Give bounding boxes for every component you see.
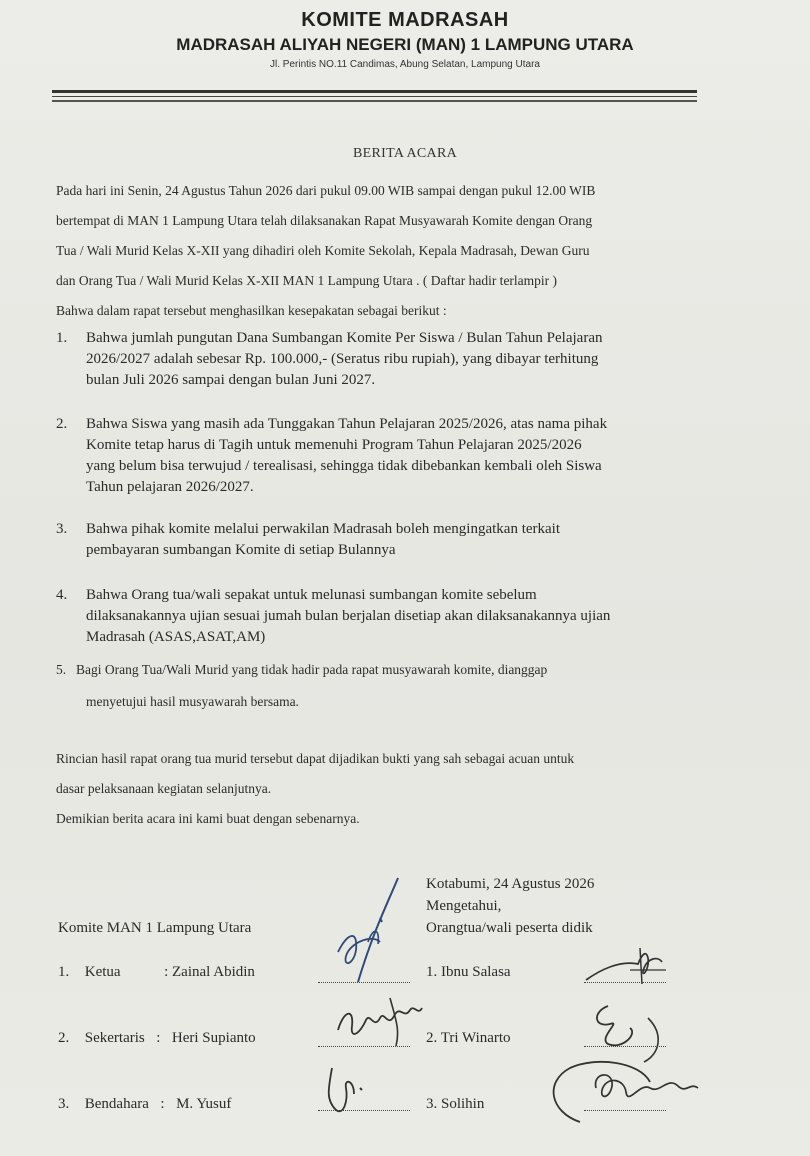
signer-number: 1. <box>58 964 70 980</box>
parent-number: 2. <box>426 1030 438 1046</box>
list-item-line: Bagi Orang Tua/Wali Murid yang tidak hadir pada rapat musyawarah komite, dianggap <box>76 662 548 677</box>
parent-name: Ibnu Salasa <box>441 964 511 980</box>
list-item-line: 2026/2027 adalah sebesar Rp. 100.000,- (Seratus ribu rupiah), yang dibayar terhitung <box>86 351 599 367</box>
parent-number: 3. <box>426 1096 438 1112</box>
list-item-text <box>86 519 701 561</box>
parent-row <box>426 1030 511 1047</box>
signer-name: M. Yusuf <box>176 1096 232 1112</box>
signature-parent-1 <box>580 940 670 990</box>
list-item-line: dilaksanakannya ujian sesuai jumah bulan berjalan disetiap akan dilaksanakannya ujian <box>86 608 611 624</box>
signature-sekertaris <box>330 990 430 1050</box>
list-item-number: 3. <box>56 521 68 537</box>
letterhead-school: MADRASAH ALIYAH NEGERI (MAN) 1 LAMPUNG UTARA <box>176 35 634 54</box>
list-item-number: 1. <box>56 330 68 346</box>
list-item-line: menyetujui hasil musyawarah bersama. <box>86 694 299 709</box>
signer-sep: : <box>164 964 169 980</box>
signer-number: 2. <box>58 1030 70 1046</box>
closing-line: dasar pelaksanaan kegiatan selanjutnya. <box>56 781 272 796</box>
letterhead-address: Jl. Perintis NO.11 Candimas, Abung Selatan, Lampung Utara <box>270 59 540 70</box>
intro-line: Tua / Wali Murid Kelas X-XII yang dihadiri oleh Komite Sekolah, Kepala Madrasah, Dewan Guru <box>56 243 590 258</box>
signer-row-bendahara <box>58 1096 231 1113</box>
list-item-line: Tahun pelajaran 2026/2027. <box>86 479 254 495</box>
signer-sep: : <box>156 1030 161 1046</box>
list-item-line: pembayaran sumbangan Komite di setiap Bulannya <box>86 542 396 558</box>
document-title: BERITA ACARA <box>353 146 457 161</box>
committee-heading: Komite MAN 1 Lampung Utara <box>58 920 252 936</box>
parents-heading: Orangtua/wali peserta didik <box>426 920 593 936</box>
intro-paragraph <box>56 176 716 326</box>
letterhead-rule-thin <box>52 96 697 97</box>
list-item-line: Bahwa Siswa yang masih ada Tunggakan Tahun Pelajaran 2025/2026, atas nama pihak <box>86 416 608 432</box>
list-item-line: Bahwa pihak komite melalui perwakilan Madrasah boleh mengingatkan terkait <box>86 521 561 537</box>
intro-line: Pada hari ini Senin, 24 Agustus Tahun 2026 dari pukul 09.00 WIB sampai dengan pukul 12.00 WIB <box>56 183 596 198</box>
signer-role: Sekertaris <box>84 1030 145 1046</box>
signer-row-sekertaris <box>58 1030 256 1047</box>
intro-line: bertempat di MAN 1 Lampung Utara telah dilaksanakan Rapat Musyawarah Komite dengan Orang <box>56 213 593 228</box>
letterhead-org: KOMITE MADRASAH <box>301 9 509 31</box>
acknowledged-label: Mengetahui, <box>426 898 502 914</box>
parent-name: Solihin <box>441 1096 485 1112</box>
list-item-number: 5. <box>56 662 67 677</box>
parent-number: 1. <box>426 964 438 980</box>
list-item-number: 4. <box>56 587 68 603</box>
list-item-text <box>86 585 701 648</box>
closing-paragraph <box>56 744 574 834</box>
letterhead-rule <box>52 90 697 93</box>
intro-line: Bahwa dalam rapat tersebut menghasilkan kesepakatan sebagai berikut : <box>56 303 447 318</box>
list-item-line: bulan Juli 2026 sampai dengan bulan Juni 2027. <box>86 372 376 388</box>
list-item-line: Madrasah (ASAS,ASAT,AM) <box>86 629 266 645</box>
list-item-number: 2. <box>56 416 68 432</box>
signature-parent-3 <box>540 1052 710 1132</box>
parent-row <box>426 1096 484 1113</box>
parent-row <box>426 964 511 981</box>
signature-bendahara <box>318 1060 398 1120</box>
place-date: Kotabumi, 24 Agustus 2026 <box>426 876 595 892</box>
signer-sep: : <box>160 1096 165 1112</box>
signer-number: 3. <box>58 1096 70 1112</box>
list-item-line: Komite tetap harus di Tagih untuk memenuhi Program Tahun Pelajaran 2025/2026 <box>86 437 582 453</box>
signer-name: Heri Supianto <box>171 1030 256 1046</box>
list-item-text <box>86 414 701 498</box>
letterhead-rule-bottom <box>52 100 697 102</box>
list-item-line: Bahwa jumlah pungutan Dana Sumbangan Komite Per Siswa / Bulan Tahun Pelajaran <box>86 330 603 346</box>
signer-role: Bendahara <box>84 1096 149 1112</box>
letterhead <box>0 8 810 72</box>
list-item-line: Bahwa Orang tua/wali sepakat untuk melunasi sumbangan komite sebelum <box>86 587 537 603</box>
signature-ketua <box>318 872 428 992</box>
signer-name: Zainal Abidin <box>172 964 255 980</box>
closing-line: Demikian berita acara ini kami buat dengan sebenarnya. <box>56 811 360 826</box>
parent-name: Tri Winarto <box>440 1030 511 1046</box>
list-item-line: yang belum bisa terwujud / terealisasi, sehingga tidak dibebankan kembali oleh Siswa <box>86 458 602 474</box>
closing-line: Rincian hasil rapat orang tua murid tersebut dapat dijadikan bukti yang sah sebagai acuan untuk <box>56 751 575 766</box>
intro-line: dan Orang Tua / Wali Murid Kelas X-XII MAN 1 Lampung Utara . ( Daftar hadir terlampir ) <box>56 273 558 288</box>
list-item-text <box>86 328 701 391</box>
signer-role: Ketua <box>84 964 121 980</box>
signer-row-ketua <box>58 964 255 981</box>
